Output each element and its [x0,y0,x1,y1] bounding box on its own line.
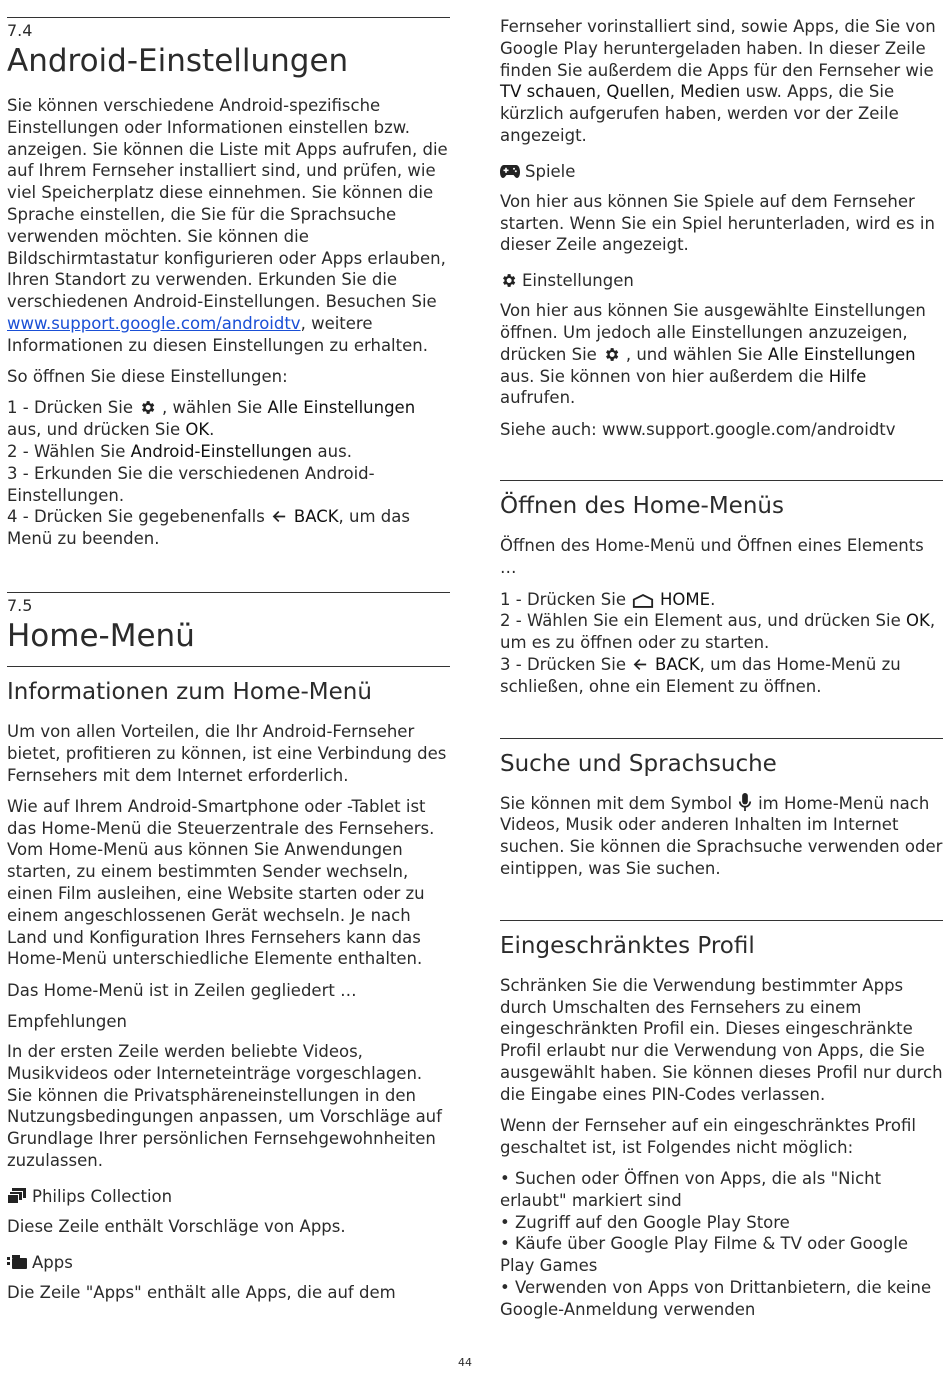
bullet-list: • Suchen oder Öffnen von Apps, die als "Nicht erlaubt" markiert sind • Zugriff auf den Google Play Store • Käufe über Google Play Filme & TV oder Google Play Games • Verwenden von Apps von Drittanbietern, die keine Google-Anmeldung verwenden [500,1169,932,1319]
row-heading-games: Spiele [500,161,943,182]
row-heading-recommendations: Empfehlungen [7,1012,127,1031]
step-list: 1 - Drücken Sie , wählen Sie Alle Einstellungen aus, und drücken Sie OK. 2 - Wählen Sie Android-Einstellungen aus. 3 - Erkunden Sie die verschiedenen Android-Einstellungen. 4 - Drücken Sie gegebenenfalls BACK, um das Menü zu beenden. [7,398,416,549]
home-icon [632,593,654,608]
paragraph: Siehe auch: www.support.google.com/androidtv [500,419,896,439]
paragraph: Von hier aus können Sie ausgewählte Einstellungen öffnen. Um jedoch alle Einstellungen anzuzeigen, drücken Sie , und wählen Sie Alle Einstellungen aus. Sie können von hier außerdem die Hilfe aufrufen. [500,301,926,408]
paragraph: Das Home-Menü ist in Zeilen gegliedert … [7,980,357,1000]
gamepad-icon [500,164,520,178]
row-heading-apps: Apps [7,1252,450,1273]
support-link[interactable]: www.support.google.com/androidtv [7,313,301,333]
section-divider [500,738,943,739]
paragraph: Die Zeile "Apps" enthält alle Apps, die auf dem [7,1282,396,1302]
section-divider [500,920,943,921]
subsection-divider [7,666,450,667]
gear-icon [500,272,517,289]
paragraph: Um von allen Vorteilen, die Ihr Android-Fernseher bietet, profitieren zu können, ist eine Verbindung des Fernsehers mit dem Internet erforderlich. [7,721,447,785]
paragraph: Öffnen des Home-Menü und Öffnen eines Elements … [500,536,924,578]
paragraph: Sie können mit dem Symbol im Home-Menü nach Videos, Musik oder anderen Inhalten im Internet suchen. Sie können die Sprachsuche verwenden oder eintippen, was Sie suchen. [500,793,943,878]
page-number: 44 [458,1356,472,1369]
section-divider [500,480,943,481]
paragraph: Wenn der Fernseher auf ein eingeschränktes Profil geschaltet ist, ist Folgendes nicht möglich: [500,1116,916,1157]
paragraph: Fernseher vorinstalliert sind, sowie Apps, die Sie von Google Play heruntergeladen haben. In dieser Zeile finden Sie außerdem die Apps für den Fernseher wie TV schauen, Quellen, Medien usw. Apps, die Sie kürzlich aufgerufen haben, werden vor der Zeile angezeigt. [500,17,936,145]
subsection-title: Suche und Sprachsuche [500,750,777,777]
gear-icon [139,399,156,416]
apps-icon [7,1254,27,1270]
back-arrow-icon [271,508,288,525]
row-heading-settings: Einstellungen [500,270,943,291]
step-list: 1 - Drücken Sie HOME. 2 - Wählen Sie ein Element aus, und drücken Sie OK, um es zu öffnen oder zu starten. 3 - Drücken Sie BACK, um das Home-Menü zu schließen, ohne ein Element zu öffnen. [500,589,936,696]
row-heading-philips: Philips Collection [7,1186,450,1207]
right-column [500,0,943,1330]
paragraph: Wie auf Ihrem Android-Smartphone oder -Tablet ist das Home-Menü die Steuerzentrale des Fernsehers. Vom Home-Menü aus können Sie Anwendungen starten, zu einem bestimmten Sender wechseln, einen Film ausleihen, eine Website starten oder zu einem angeschlossenen Gerät wechseln. Je nach Land und Konfiguration Ihres Fernsehers kann das Home-Menü unterschiedliche Elemente enthalten. [7,796,435,969]
subsection-title: Informationen zum Home-Menü [7,678,372,705]
subsection-title: Eingeschränktes Profil [500,932,755,959]
paragraph: Sie können verschiedene Android-spezifische Einstellungen oder Informationen einstellen bzw. anzeigen. Sie können die Liste mit Apps aufrufen, die auf Ihrem Fernseher installiert sind, und prüfen, wie viel Speicherplatz diese einnehmen. Sie können die Sprache einstellen, die Sie für die Sprachsuche verwenden möchten. Sie können die Bildschirmtastatur konfigurieren oder Apps erlauben, Ihren Standort zu verwenden. Erkunden Sie die verschiedenen Android-Einstellungen. Besuchen Sie www.support.google.com/androidtv, weitere Informationen zu diesen Einstellungen zu erhalten. [7,96,448,355]
section-title: Android-Einstellungen [7,43,349,79]
paragraph: In der ersten Zeile werden beliebte Videos, Musikvideos oder Interneteinträge vorgeschlagen. Sie können die Privatsphäreneinstellungen in den Nutzungsbedingungen anpassen, um Vorschläge auf Grundlage Ihrer persönlichen Fernsehgewohnheiten zuzulassen. [7,1042,442,1170]
gear-icon [603,346,620,363]
collection-icon [7,1188,27,1204]
paragraph: Schränken Sie die Verwendung bestimmter Apps durch Umschalten des Fernsehers zu einem eingeschränkten Profil ein. Dieses eingeschränkte Profil erlaubt nur die Verwendung von Apps, die Sie ausgewählt haben. Sie können dieses Profil nur durch die Eingabe eines PIN-Codes verlassen. [500,975,943,1104]
section-number: 7.4 [7,21,33,40]
subsection-title: Öffnen des Home-Menüs [500,493,784,520]
paragraph: Diese Zeile enthält Vorschläge von Apps. [7,1216,346,1236]
paragraph: Von hier aus können Sie Spiele auf dem Fernseher starten. Wenn Sie ein Spiel herunterladen, wird es in dieser Zeile angezeigt. [500,191,935,255]
microphone-icon [738,793,752,812]
section-number: 7.5 [7,595,33,615]
section-divider [7,592,450,593]
section-divider [7,17,450,18]
section-title: Home-Menü [7,617,195,654]
paragraph: So öffnen Sie diese Einstellungen: [7,367,288,387]
back-arrow-icon [632,656,649,673]
left-column [7,0,450,1313]
